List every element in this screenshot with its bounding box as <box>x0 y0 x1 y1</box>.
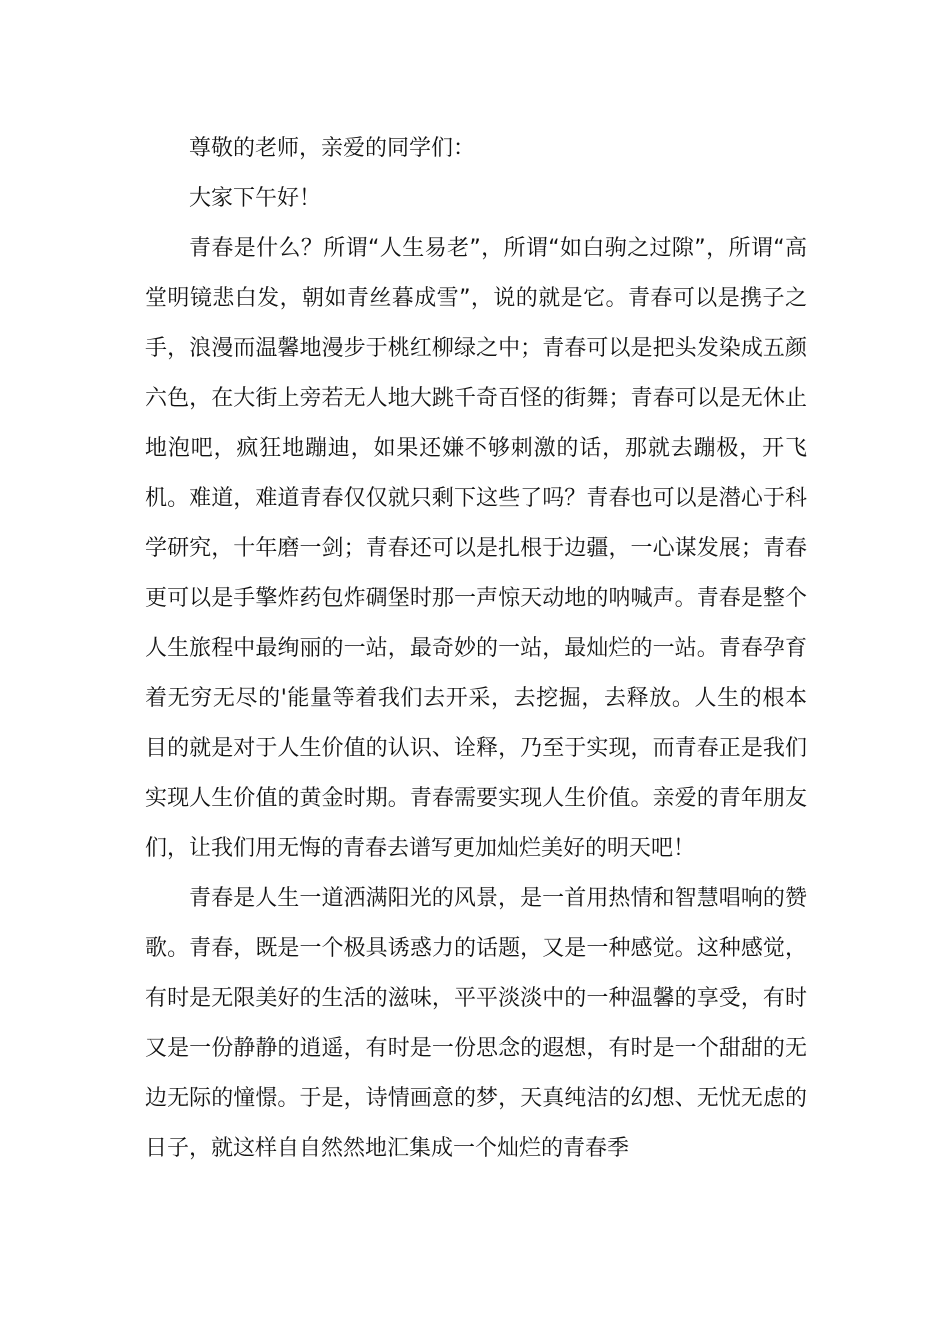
greeting: 大家下午好！ <box>189 186 322 211</box>
document-body <box>145 124 807 1174</box>
salutation: 尊敬的老师，亲爱的同学们： <box>189 136 476 161</box>
paragraph-youth-definition: 青春是什么？所谓“人生易老”，所谓“如白驹之过隙”，所谓“高堂明镜悲白发，朝如青丝暮成雪”，说的就是它。青春可以是携子之手，浪漫而温馨地漫步于桃红柳绿之中；青春可以是把头发染成五颜六色，在大街上旁若无人地大跳千奇百怪的街舞；青春可以是无休止地泡吧，疯狂地蹦迪，如果还嫌不够刺激的话，那就去蹦极，开飞机。难道，难道青春仅仅就只剩下这些了吗？青春也可以是潜心于科学研究，十年磨一剑；青春还可以是扎根于边疆，一心谋发展；青春更可以是手擎炸药包炸碉堡时那一声惊天动地的呐喊声。青春是整个人生旅程中最绚丽的一站，最奇妙的一站，最灿烂的一站。青春孕育着无穷无尽的'能量等着我们去开采，去挖掘，去释放。人生的根本目的就是对于人生价值的认识、诠释，乃至于实现，而青春正是我们实现人生价值的黄金时期。青春需要实现人生价值。亲爱的青年朋友们，让我们用无悔的青春去谱写更加灿烂美好的明天吧！ <box>145 236 807 861</box>
paragraph-youth-scenery: 青春是人生一道洒满阳光的风景，是一首用热情和智慧唱响的赞歌。青春，既是一个极具诱惑力的话题，又是一种感觉。这种感觉，有时是无限美好的生活的滋味，平平淡淡中的一种温馨的享受，有时又是一份静静的逍遥，有时是一份思念的遐想，有时是一个甜甜的无边无际的憧憬。于是，诗情画意的梦，天真纯洁的幻想、无忧无虑的日子，就这样自自然然地汇集成一个灿烂的青春季 <box>145 886 807 1161</box>
